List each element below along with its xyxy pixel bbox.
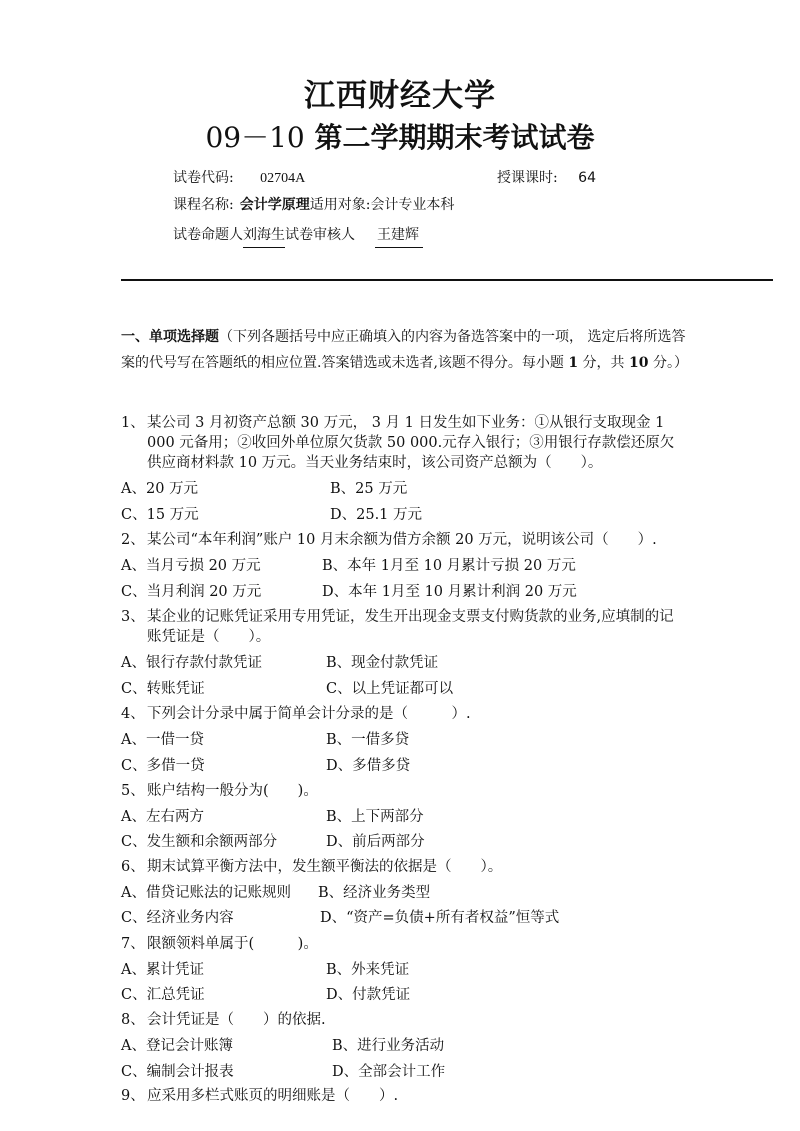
option-a: A、登记会计账簿 <box>121 1038 233 1054</box>
question-number: 2、 <box>121 532 145 548</box>
paper-code: 02704A <box>260 171 306 186</box>
option-c: C、15 万元 <box>121 507 199 523</box>
instr-c: 分，共 <box>578 355 630 371</box>
option-b: B、现金付款凭证 <box>326 655 439 671</box>
reviewer-name: 王建辉 <box>375 225 423 248</box>
author-row <box>173 225 423 248</box>
header-divider <box>121 279 773 281</box>
instr-d: 10 <box>629 355 649 371</box>
question-number: 7、 <box>121 936 145 952</box>
question-text: 限额领料单属于( )。 <box>147 936 318 952</box>
option-d: D、“资产=负债+所有者权益”恒等式 <box>320 910 560 926</box>
target-label: 适用对象: <box>309 197 371 213</box>
author-label: 试卷命题人 <box>173 227 243 243</box>
course-label: 课程名称: <box>173 197 234 213</box>
question-text: 期末试算平衡方法中，发生额平衡法的依据是（ ）。 <box>147 859 503 875</box>
option-c: C、当月利润 20 万元 <box>121 584 262 600</box>
question-8 <box>121 1010 741 1030</box>
author-name: 刘海生 <box>243 225 285 248</box>
option-b: B、25 万元 <box>330 481 408 497</box>
option-d: D、付款凭证 <box>326 987 411 1003</box>
option-a: A、累计凭证 <box>121 962 204 978</box>
exam-title-text: 第二学期期末考试试卷 <box>314 121 595 154</box>
option-a: A、20 万元 <box>121 481 199 497</box>
option-b: B、本年 1月至 10 月累计亏损 20 万元 <box>322 558 576 574</box>
question-number: 1、 <box>121 415 145 431</box>
option-c: C、经济业务内容 <box>121 910 234 926</box>
question-number: 3、 <box>121 609 145 625</box>
target-value: 会计专业本科 <box>370 197 455 213</box>
hours-label: 授课课时: <box>497 170 558 186</box>
option-a: A、借贷记账法的记账规则 <box>121 885 291 901</box>
option-c: C、发生额和余额两部分 <box>121 834 278 850</box>
question-6 <box>121 857 741 877</box>
question-text: 账户结构一般分为( )。 <box>147 783 318 799</box>
instr-a: （下列各题括号中应正确填入的内容为备选答案中的一项， 选定后将所选答案的代号写在答题纸的相应位置.答案错选或未选者,该题不得分。每小题 <box>121 329 686 371</box>
question-text: 某公司 3 月初资产总额 30 万元， 3 月 1 日发生如下业务：①从银行支取现金 1 000 元备用；②收回外单位原欠货款 50 000.元存入银行；③用银行存款偿还原欠供应商材料款 10 万元。当天业务结束时，该公司资产总额为（ ）。 <box>147 415 675 471</box>
option-b: B、进行业务活动 <box>332 1038 445 1054</box>
instr-e: 分。） <box>648 355 688 371</box>
option-c: C、多借一贷 <box>121 758 205 774</box>
option-d: D、全部会计工作 <box>332 1064 446 1080</box>
option-a: A、左右两方 <box>121 809 204 825</box>
question-3 <box>121 607 686 647</box>
hours-row <box>497 168 596 188</box>
question-1 <box>121 413 681 473</box>
question-9 <box>121 1086 741 1106</box>
question-number: 8、 <box>121 1012 145 1028</box>
course-row <box>173 195 454 215</box>
option-b: B、外来凭证 <box>326 962 410 978</box>
exam-year: 09－10 <box>205 121 305 154</box>
question-text: 某公司“本年利润”账户 10 月末余额为借方余额 20 万元，说明该公司（ ）. <box>147 532 657 548</box>
section1-heading: 一、单项选择题 <box>121 329 219 345</box>
option-a: A、银行存款付款凭证 <box>121 655 262 671</box>
option-a: A、一借一贷 <box>121 732 204 748</box>
question-number: 6、 <box>121 859 145 875</box>
question-4 <box>121 704 741 724</box>
university-title: 江西财经大学 <box>304 78 496 114</box>
question-2 <box>121 530 741 550</box>
exam-title <box>0 118 800 158</box>
option-b: B、经济业务类型 <box>318 885 431 901</box>
paper-code-row <box>173 168 305 189</box>
question-text: 会计凭证是（ ）的依据. <box>147 1012 326 1028</box>
option-b: B、上下两部分 <box>326 809 424 825</box>
question-number: 4、 <box>121 706 145 722</box>
course-name: 会计学原理 <box>239 197 310 213</box>
option-d: C、以上凭证都可以 <box>326 681 454 697</box>
option-a: A、当月亏损 20 万元 <box>121 558 261 574</box>
hours-value: 64 <box>578 170 596 186</box>
question-5 <box>121 781 741 801</box>
paper-code-label: 试卷代码: <box>173 170 234 186</box>
question-7 <box>121 934 741 954</box>
option-d: D、前后两部分 <box>326 834 425 850</box>
question-number: 9、 <box>121 1088 145 1104</box>
reviewer-label: 试卷审核人 <box>285 227 355 243</box>
option-c: C、汇总凭证 <box>121 987 205 1003</box>
section1-instructions <box>121 324 691 376</box>
question-text: 某企业的记账凭证采用专用凭证，发生开出现金支票支付购货款的业务,应填制的记账凭证是（ ）。 <box>147 609 674 645</box>
option-d: D、25.1 万元 <box>330 507 423 523</box>
option-c: C、转账凭证 <box>121 681 205 697</box>
question-text: 下列会计分录中属于简单会计分录的是（ ）. <box>147 706 471 722</box>
option-d: D、本年 1月至 10 月累计利润 20 万元 <box>322 584 577 600</box>
option-b: B、一借多贷 <box>326 732 410 748</box>
option-d: D、多借多贷 <box>326 758 411 774</box>
instr-b: 1 <box>568 355 579 371</box>
question-number: 5、 <box>121 783 145 799</box>
option-c: C、编制会计报表 <box>121 1064 234 1080</box>
question-text: 应采用多栏式账页的明细账是（ ）. <box>147 1088 399 1104</box>
